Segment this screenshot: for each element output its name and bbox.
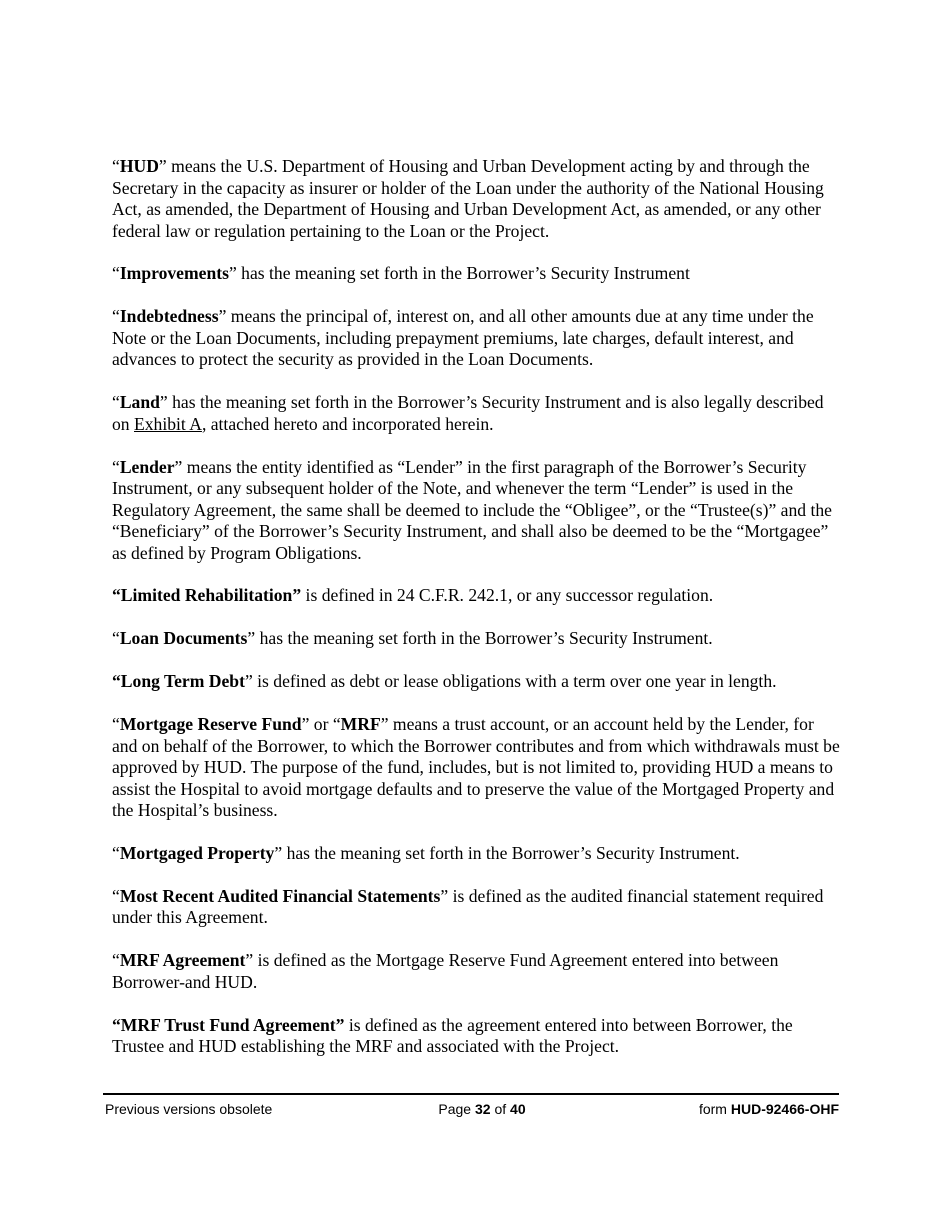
definition-limited-rehabilitation: “Limited Rehabilitation” is defined in 24 C.F.R. 242.1, or any successor regulation. [112, 585, 714, 606]
footer-obsolete-note: Previous versions obsolete [105, 1101, 273, 1117]
term: Improvements [119, 263, 229, 284]
term: MRF Agreement [119, 950, 246, 971]
page-number: Page 32 of 40 [438, 1101, 526, 1117]
term: Mortgaged Property [119, 843, 275, 864]
definition-lender: “Lender” means the entity identified as “Lender” in the first paragraph of the Borrower’s Security Instrument, or any subsequent holder of the Note, and whenever the term “Lender” is used in the Regulatory Agreement, the same shall be deemed to include the “Obligee”, or the “Trustee(s)” and the “Beneficiary” of the Borrower’s Security Instrument, and shall also be deemed to be the “Mortgagee” as defined by Program Obligations. [112, 456, 832, 563]
form-number: form HUD-92466-OHF [698, 1101, 839, 1117]
definition-mortgage-reserve-fund: “Mortgage Reserve Fund” or “MRF” means a trust account, or an account held by the Lender, for and on behalf of the Borrower, to which the Borrower contributes and from which withdrawals must be approved by HUD. The purpose of the fund, includes, but is not limited to, providing HUD a means to assist the Hospital to avoid mortgage defaults and to preserve the value of the Mortgaged Property and the Hospital’s business. [112, 714, 840, 821]
term: HUD [119, 156, 159, 176]
term: Indebtedness [119, 306, 219, 327]
term: Land [119, 392, 160, 413]
definitions-list [112, 156, 842, 1079]
footer-divider [103, 1093, 839, 1095]
term: “Long Term Debt [112, 671, 245, 692]
definition-land: “Land” has the meaning set forth in the Borrower’s Security Instrument and is also legally described on Exhibit A, attached hereto and incorporated herein. [112, 392, 824, 434]
exhibit-a-reference: Exhibit A [134, 413, 202, 434]
term: “Limited Rehabilitation” [112, 585, 302, 606]
term: “MRF Trust Fund Agreement” [112, 1014, 345, 1035]
definition-long-term-debt: “Long Term Debt” is defined as debt or lease obligations with a term over one year in length. [112, 671, 777, 692]
page-footer [105, 1101, 839, 1119]
definition-improvements: “Improvements” has the meaning set forth in the Borrower’s Security Instrument [112, 263, 690, 284]
definition-mortgaged-property: “Mortgaged Property” has the meaning set forth in the Borrower’s Security Instrument. [112, 843, 740, 864]
term: Most Recent Audited Financial Statements [119, 885, 441, 906]
definition-indebtedness: “Indebtedness” means the principal of, interest on, and all other amounts due at any time under the Note or the Loan Documents, including prepayment premiums, late charges, default interest, and advances to protect the security as provided in the Loan Documents. [112, 306, 814, 370]
term: Lender [119, 456, 175, 477]
term: MRF [340, 714, 381, 735]
definition-mrf-trust-fund-agreement: “MRF Trust Fund Agreement” is defined as the agreement entered into between Borrower, the Trustee and HUD establishing the MRF and associated with the Project. [112, 1014, 793, 1057]
term: Mortgage Reserve Fund [119, 714, 302, 735]
definition-loan-documents: “Loan Documents” has the meaning set forth in the Borrower’s Security Instrument. [112, 628, 713, 649]
term: Loan Documents [119, 628, 248, 649]
definition-mrf-agreement: “MRF Agreement” is defined as the Mortgage Reserve Fund Agreement entered into between Borrower-and HUD. [112, 950, 779, 992]
definition-hud: “HUD” means the U.S. Department of Housing and Urban Development acting by and through the Secretary in the capacity as insurer or holder of the Loan under the authority of the National Housing Act, as amended, the Department of Housing and Urban Development Act, as amended, or any other federal law or regulation pertaining to the Loan or the Project. [112, 156, 824, 241]
definition-audited-financial-statements: “Most Recent Audited Financial Statements” is defined as the audited financial statement required under this Agreement. [112, 885, 824, 928]
